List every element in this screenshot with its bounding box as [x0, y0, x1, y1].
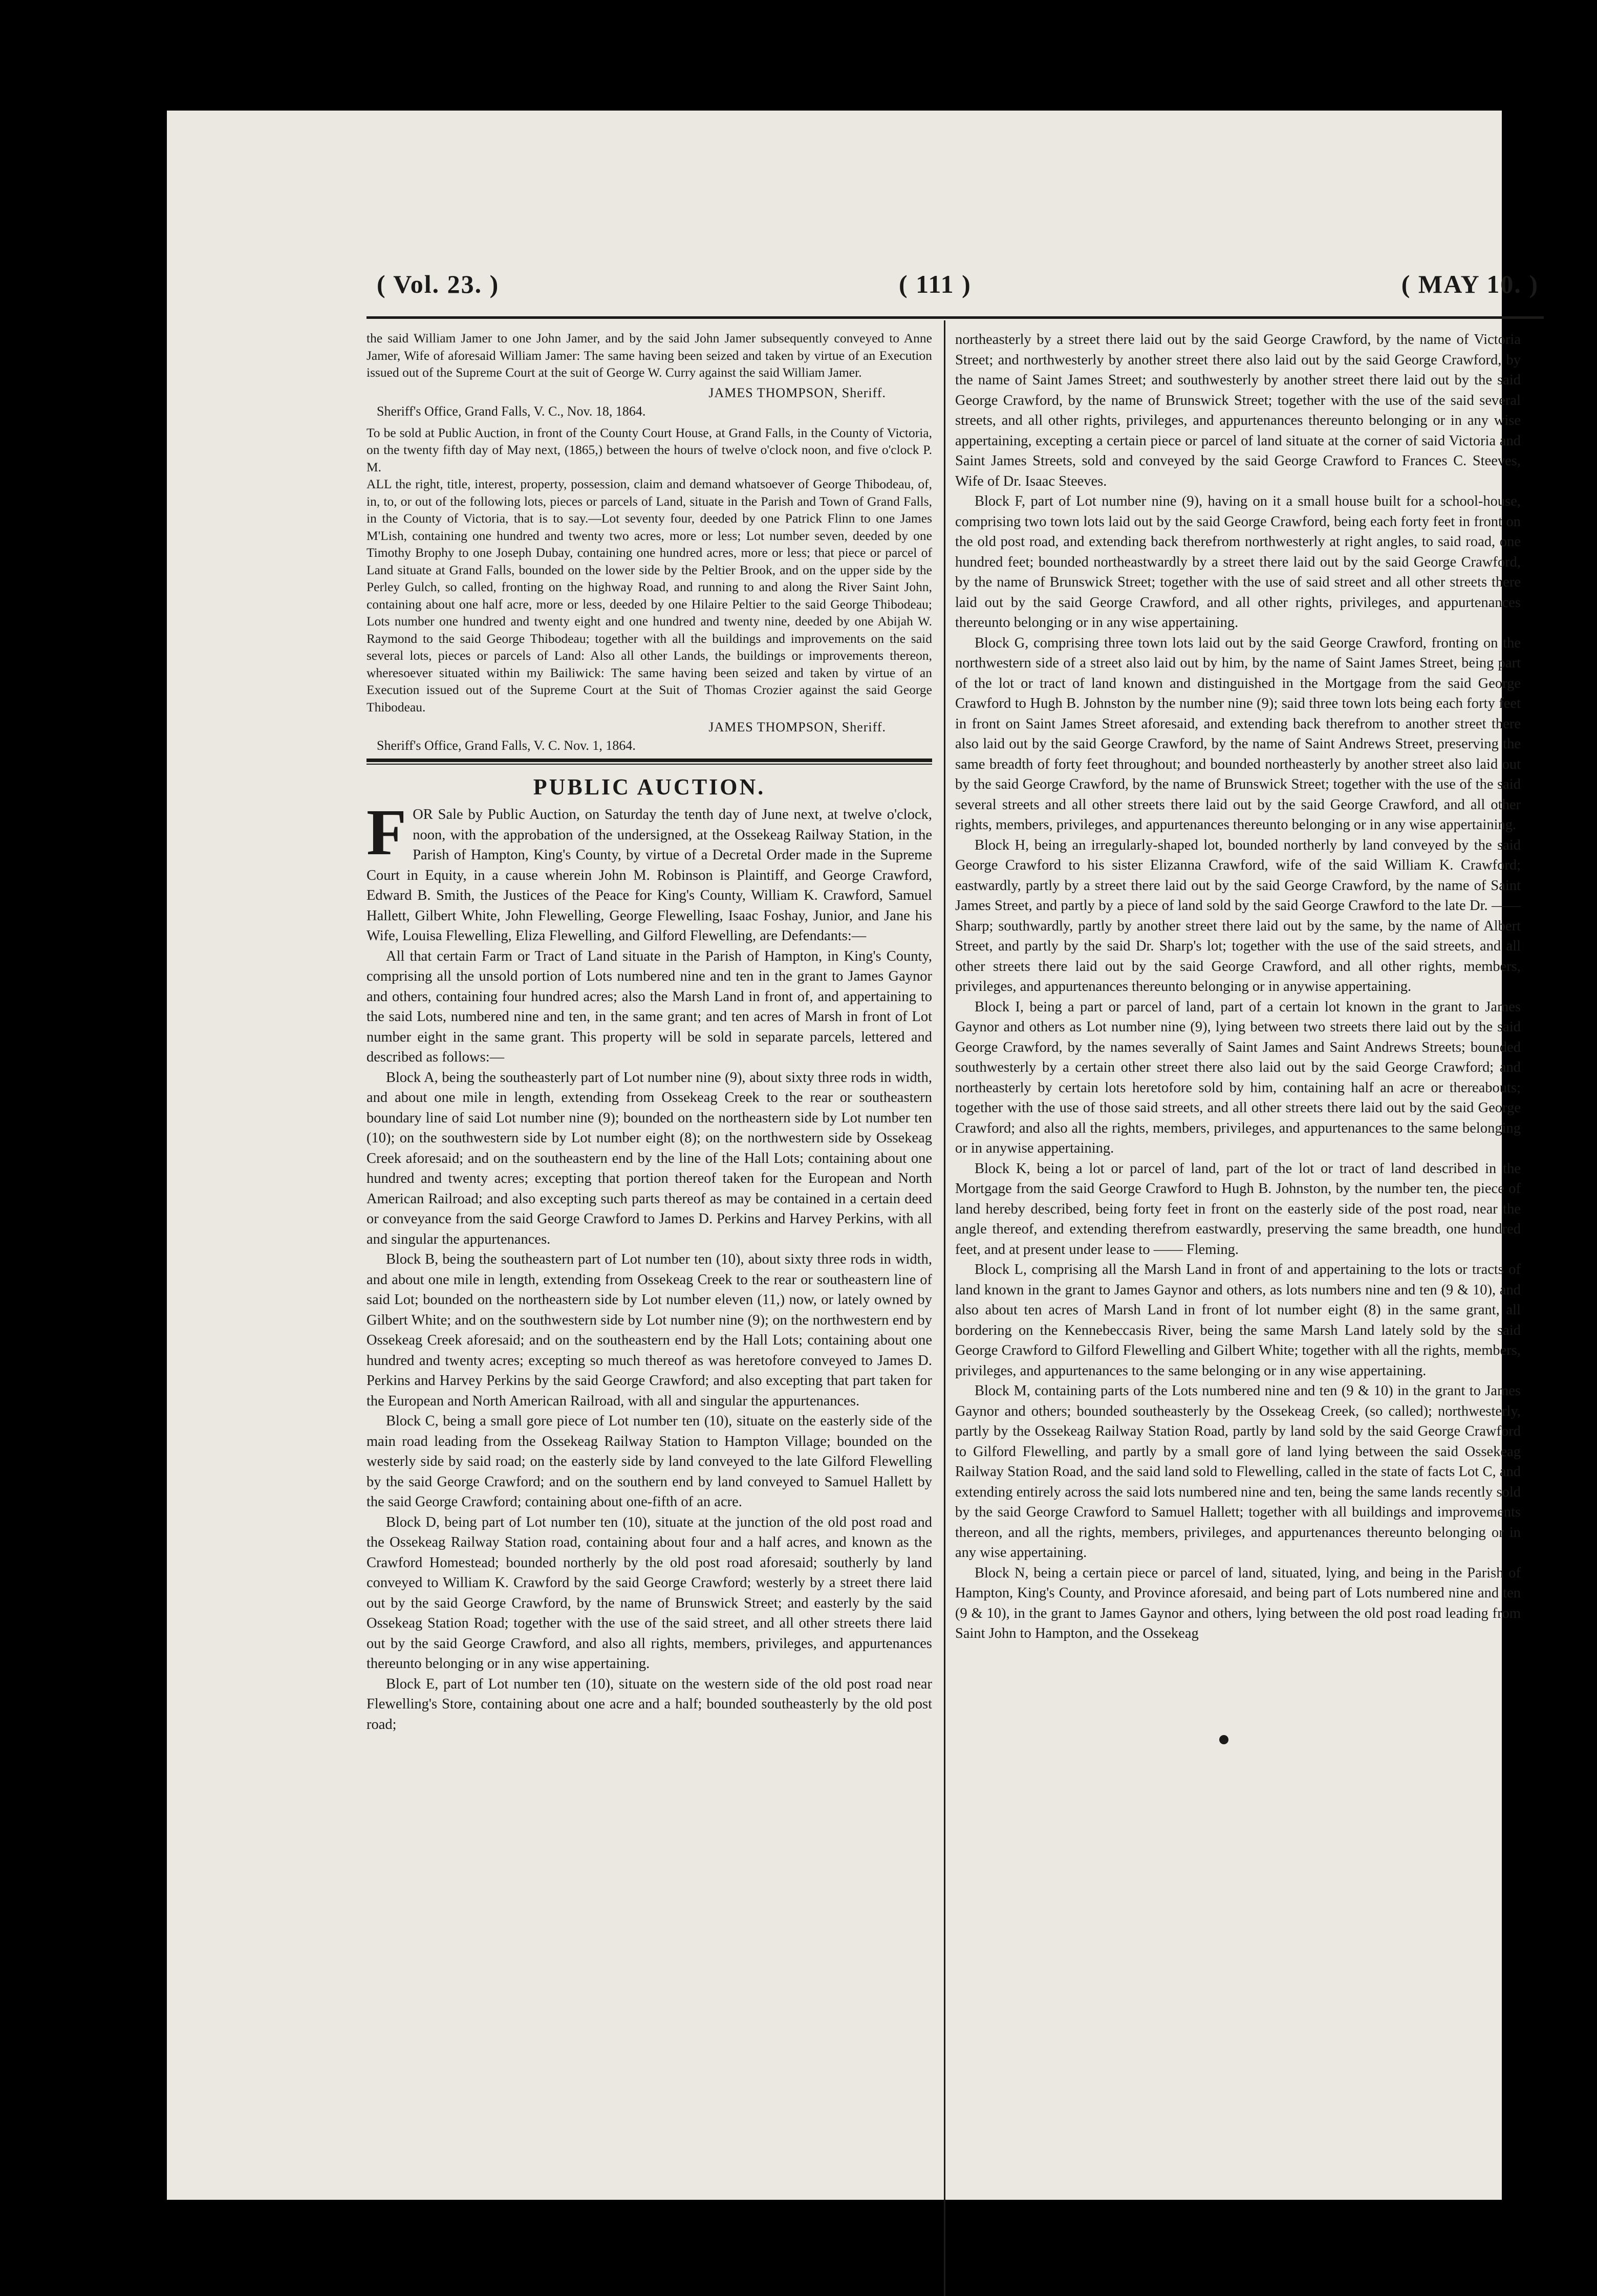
notice1-office: Sheriff's Office, Grand Falls, V. C., Nov. 18, 1864. — [377, 403, 646, 419]
block-e-continued: northeasterly by a street there laid out by the said George Crawford, by the name of Victoria Street; and northwesterly by another street there also laid out by the said George Crawford, by the name of Saint James Street; and southwesterly by another street there laid out by the said George Crawford, by the name of Brunswick Street; together with the use of the said several streets, and all other rights, privileges, and appurtenances thereunto belonging or in any wise appertaining, excepting a certain piece or parcel of land situate at the corner of said Victoria and Saint James Streets, sold and conveyed by the said George Crawford to Frances C. Steeves, Wife of Dr. Isaac Steeves. — [955, 332, 1521, 489]
block-g: Block G, comprising three town lots laid out by the said George Crawford, fronting on the northwestern side of a street also laid out by him, by the name of Saint James Street, being part of the lot or tract of land known and distinguished in the Mortgage from the said George Crawford to Hugh B. Johnston by the number nine (9); said three town lots being each forty feet in front on Saint James Street aforesaid, and extending back therefrom to another street there also laid out by the said George Crawford, by the name of Saint Andrews Street, preserving the same breadth of forty feet throughout; and bounded northeasterly by another street also laid out by the said George Crawford, by the name of Brunswick Street; together with the use of the said several streets and all other streets there laid out by the said George Crawford, and all other rights, members, privileges, and appurtenances thereunto belonging or in any wise appertaining. — [955, 635, 1521, 833]
block-c: Block C, being a small gore piece of Lot number ten (10), situate on the easterly side of the main road leading from the Ossekeag Railway Station to Hampton Village; bounded on the westerly side by said road; on the easterly side by land conveyed to the late Gilford Flewelling by the said George Crawford; and on the southern end by land conveyed to Samuel Hallett by the said George Crawford; containing about one-fifth of an acre. — [366, 1413, 932, 1510]
notice2-signature: JAMES THOMPSON, Sheriff. — [708, 720, 886, 734]
block-f: Block F, part of Lot number nine (9), having on it a small house built for a school-house, comprising two town lots laid out by the said George Crawford, being each forty feet in front on the old post road, and extending back therefrom northwesterly at right angles, to said road, one hundred feet; bounded northeastwardly by a street there laid out by the said George Crawford, by the name of Brunswick Street; together with the use of said street and all other streets there laid out by the said George Crawford, and all other rights, privileges, and appurtenances thereunto belonging or in any wise appertaining. — [955, 493, 1521, 631]
notice1-signature: JAMES THOMPSON, Sheriff. — [708, 385, 886, 400]
issue-date: ( MAY 10. ) — [1401, 270, 1539, 298]
block-k: Block K, being a lot or parcel of land, part of the lot or tract of land described in the Mortgage from the said George Crawford to Hugh B. Johnston, by the number ten, the piece of land hereby described, being forty feet in front on the easterly side of the post road, near the angle thereof, and extending therefrom eastwardly, preserving the same breadth, one hundred feet, and at present under lease to —— Fleming. — [955, 1160, 1521, 1258]
block-d: Block D, being part of Lot number ten (10), situate at the junction of the old post road and the Ossekeag Railway Station road, containing about four and a half acres, and known as the Crawford Homestead; bounded northerly by the old post road aforesaid; southerly by land conveyed to William K. Crawford by the said George Crawford; westerly by a street there laid out by the said George Crawford, by the name of Brunswick Street; and easterly by the said Ossekeag Station Road; together with the use of the said street, and all other streets there laid out by the said George Crawford, and also all rights, members, privileges, and appurtenances thereunto belonging or in any wise appertaining. — [366, 1514, 932, 1672]
block-b: Block B, being the southeastern part of Lot number ten (10), about sixty three rods in width, and about one mile in length, extending from Ossekeag Creek to the rear or southeastern line of said Lot; bounded on the northeastern side by Lot number eleven (11,) now, or lately owned by Gilbert White; and on the southwestern side by Lot number nine (9); on the northwestern end by Ossekeag Creek aforesaid; and on the southeastern end by the Hall Lots; containing about one hundred and twenty acres; excepting so much thereof as was heretofore conveyed to James D. Perkins and Harvey Perkins by the said George Crawford; and also excepting that part taken for the European and North American Railroad, with all and singular the appurtenances. — [366, 1251, 932, 1409]
newspaper-page — [167, 111, 1539, 2200]
notice2-office: Sheriff's Office, Grand Falls, V. C. Nov. 1, 1864. — [377, 738, 636, 753]
ink-blot — [1219, 1735, 1228, 1744]
page-number: ( 111 ) — [899, 270, 972, 298]
section-rule-thin — [366, 764, 932, 765]
auction-heading: PUBLIC AUCTION. — [533, 774, 766, 799]
section-rule-thick — [366, 759, 932, 762]
page-content — [366, 269, 1544, 2296]
volume-label: ( Vol. 23. ) — [377, 270, 500, 298]
block-a: Block A, being the southeasterly part of Lot number nine (9), about sixty three rods in width, and about one mile in length, extending from Ossekeag Creek to the rear or southeastern boundary line of said Lot number nine (9); bounded on the northeastern side by Lot number ten (10); on the southwestern side by Lot number eight (8); on the northwestern side by Ossekeag Creek aforesaid; and on the southeastern end by the line of the Hall Lots; containing about one hundred and twenty acres; excepting that portion thereof taken for the European and North American Railroad; and also excepting such parts thereof as may be contained in a certain deed or conveyance from the said George Crawford to James D. Perkins and Harvey Perkins, with all and singular the appurtenances. — [366, 1069, 932, 1247]
block-m: Block M, containing parts of the Lots numbered nine and ten (9 & 10) in the grant to James Gaynor and others; bounded southeasterly by the Ossekeag Creek, (so called); northwesterly, partly by the Ossekeag Railway Station Road, partly by land sold by the said George Crawford to Gilford Flewelling, and partly by a small gore of land lying between the said Ossekeag Railway Station Road, and the said land sold to Flewelling, called in the state of facts Lot C, and extending entirely across the said lots numbered nine and ten, being the same lands recently sold by the said George Crawford to Samuel Hallett; together with all buildings and improvements thereon, and all the rights, members, privileges, and appurtenances thereunto belonging or in any wise appertaining. — [955, 1383, 1521, 1561]
header-rule — [366, 316, 1544, 319]
block-n: Block N, being a certain piece or parcel of land, situated, lying, and being in the Parish of Hampton, King's County, and Province aforesaid, and being part of Lots numbered nine and ten (9 & 10), in the grant to James Gaynor and others, lying between the old post road leading from Saint John to Hampton, and the Ossekeag — [955, 1565, 1521, 1641]
column-divider — [944, 320, 945, 2296]
notice2-intro: To be sold at Public Auction, in front of the County Court House, at Grand Falls, in the County of Victoria, on the twenty fifth day of May next, (1865,) between the hours of twelve o'clock noon, and five o'clock P. M. — [366, 425, 932, 474]
notice1-text: the said William Jamer to one John Jamer, and by the said John Jamer subsequently conveyed to Anne Jamer, Wife of aforesaid William Jamer: The same having been seized and taken by virtue of an Execution issued out of the Supreme Court at the suit of George W. Curry against the said William Jamer. — [366, 331, 932, 380]
farm-description: All that certain Farm or Tract of Land situate in the Parish of Hampton, in King's County, comprising all the unsold portion of Lots numbered nine and ten in the grant to James Gaynor and others, containing four hundred acres; also the Marsh Land in front of, and appertaining to the said Lots, numbered nine and ten, in the same grant; and ten acres of Marsh in front of Lot number eight in the same grant. This property will be sold in separate parcels, lettered and described as follows:— — [366, 948, 932, 1065]
auction-intro: OR Sale by Public Auction, on Saturday the tenth day of June next, at twelve o'clock, noon, with the approbation of the undersigned, at the Ossekeag Railway Station, in the Parish of Hampton, King's County, by virtue of a Decretal Order made in the Supreme Court in Equity, in a cause wherein John M. Robinson is Plaintiff, and George Crawford, Edward B. Smith, the Justices of the Peace for King's County, William K. Crawford, Samuel Hallett, Gilbert White, John Flewelling, George Flewelling, Isaac Foshay, Junior, and Jane his Wife, Louisa Flewelling, Eliza Flewelling, and Gilford Flewelling, are Defendants:— — [366, 807, 932, 944]
right-column — [955, 330, 1521, 2295]
notice2-body: ALL the right, title, interest, property, possession, claim and demand whatsoever of George Thibodeau, of, in, to, or out of the following lots, pieces or parcels of Land, situate in the Parish and Town of Grand Falls, in the County of Victoria, that is to say.—Lot seventy four, deeded by one Patrick Flinn to one James M'Lish, containing one hundred and twenty two acres, more or less; Lot number seven, deeded by one Timothy Brophy to one Joseph Dubay, containing one hundred acres, more or less; that piece or parcel of Land situate at Grand Falls, bounded on the lower side by the Peltier Brook, and on the upper side by the Perley Gulch, so called, fronting on the highway Road, and running to and along the River Saint John, containing about one half acre, more or less, deeded by one Hilaire Peltier to the said George Thibodeau; Lots number one hundred and twenty eight and one hundred and twenty nine, deeded by one Abijah W. Raymond to the said George Thibodeau; together with all the buildings and improvements on the said several lots, pieces or parcels of Land: Also all other Lands, the buildings or improvements thereon, wheresoever situated within my Bailiwick: The same having been seized and taken by virtue of an Execution issued out of the Supreme Court at the Suit of Thomas Crozier against the said George Thibodeau. — [366, 476, 932, 714]
block-l: Block L, comprising all the Marsh Land in front of and appertaining to the lots or tracts of land known in the grant to James Gaynor and others, as lots numbers nine and ten (9 & 10), and also about ten acres of Marsh Land in front of lot number eight (8) in the same grant, all bordering on the Kennebeccasis River, being the same Marsh Land lately sold by the said George Crawford to Gilford Flewelling and Gilbert White; together with all the rights, members, privileges, and appurtenances to the same belonging or in any wise appertaining. — [955, 1262, 1521, 1379]
block-e: Block E, part of Lot number ten (10), situate on the western side of the old post road near Flewelling's Store, containing about one acre and a half; bounded southeasterly by the old post road; — [366, 1676, 932, 1732]
block-h: Block H, being an irregularly-shaped lot, bounded northerly by land conveyed by the said George Crawford to his sister Elizanna Crawford, wife of the said William K. Crawford; eastwardly, partly by a street there laid out by the said George Crawford, by the name of Saint James Street, and partly by a piece of land sold by the said George Crawford to the late Dr. —— Sharp; southwardly, partly by another street there laid out by the same, by the name of Albert Street, and partly by the said Dr. Sharp's lot; together with the use of the said streets, and all other streets there laid out by the said George Crawford, and all other rights, members, privileges, and appurtenances thereunto belonging or in anywise appertaining. — [955, 837, 1521, 994]
drop-cap: F — [366, 796, 407, 869]
block-i: Block I, being a part or parcel of land, part of a certain lot known in the grant to James Gaynor and others as Lot number nine (9), lying between two streets there laid out by the said George Crawford, by the names severally of Saint James and Saint Andrews Streets; bounded southwesterly by a certain other street there also laid out by the said George Crawford; and northeasterly by certain lots heretofore sold by him, containing half an acre or thereabouts; together with the use of those said streets, and all other streets there laid out by the said George Crawford; and also all the rights, members, privileges, and appurtenances to the same belonging or in anywise appertaining. — [955, 999, 1521, 1156]
auction-intro-block — [366, 796, 932, 946]
left-column — [366, 330, 932, 2295]
page-header — [366, 269, 1544, 315]
